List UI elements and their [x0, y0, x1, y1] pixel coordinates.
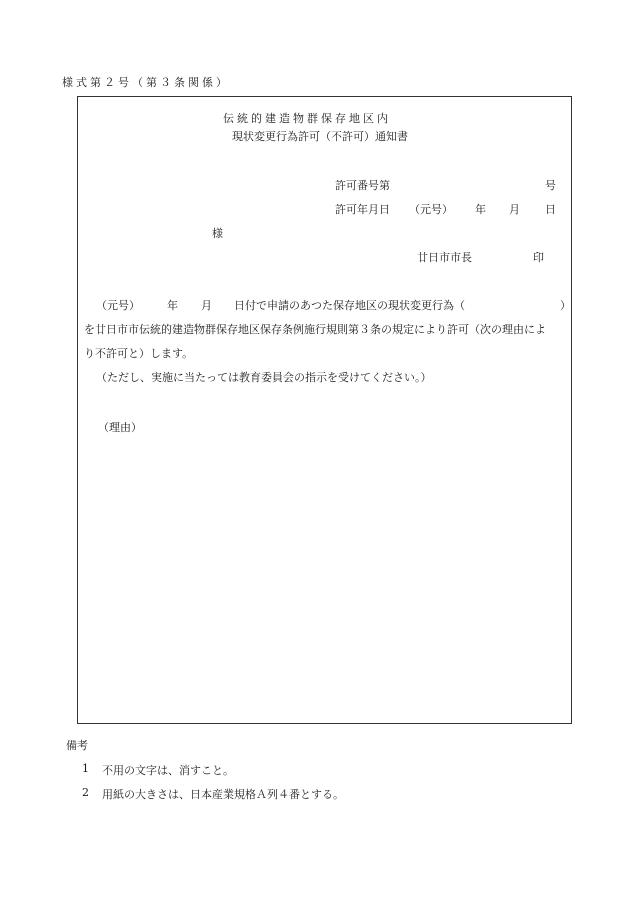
addressee-suffix: 様 [212, 227, 223, 240]
body-line3: り不許可と）します。 [84, 347, 194, 360]
body-line2: を廿日市市伝統的建造物群保存地区保存条例施行規則第３条の規定により許可（次の理由によ [84, 323, 546, 336]
permit-date-label: 許可年月日 [335, 203, 390, 216]
body-era: （元号） [96, 299, 140, 312]
issuer-title: 廿日市市長 [417, 251, 472, 264]
note-item-text: 用紙の大きさは、日本産業規格Ａ列４番とする。 [102, 788, 344, 801]
body-line1-close: ） [560, 299, 571, 312]
body-line4: （ただし、実施に当たっては教育委員会の指示を受けてください。） [96, 371, 432, 384]
note-item-text: 不用の文字は、消すこと。 [102, 764, 234, 777]
body-year: 年 [167, 299, 178, 312]
permit-date-day: 日 [545, 203, 556, 216]
permit-number-label: 許可番号第 [335, 179, 390, 192]
note-item-number: 1 [82, 762, 89, 775]
form-label: 様式第２号（第３条関係） [62, 76, 230, 89]
seal-mark: 印 [533, 251, 544, 264]
permit-date-year: 年 [475, 203, 486, 216]
permit-date-era: （元号） [409, 203, 453, 216]
body-month: 月 [201, 299, 212, 312]
reason-label: （理由） [98, 421, 142, 434]
body-line1: 日付で申請のあつた保存地区の現状変更行為（ [234, 299, 465, 312]
document-title-line2: 現状変更行為許可（不許可）通知書 [232, 130, 408, 143]
permit-date-month: 月 [509, 203, 520, 216]
note-item-number: 2 [82, 786, 89, 799]
notice-frame [77, 96, 572, 724]
notes-heading: 備考 [66, 739, 88, 752]
permit-number-suffix: 号 [545, 179, 556, 192]
document-title-line1: 伝統的建造物群保存地区内 [223, 112, 391, 125]
